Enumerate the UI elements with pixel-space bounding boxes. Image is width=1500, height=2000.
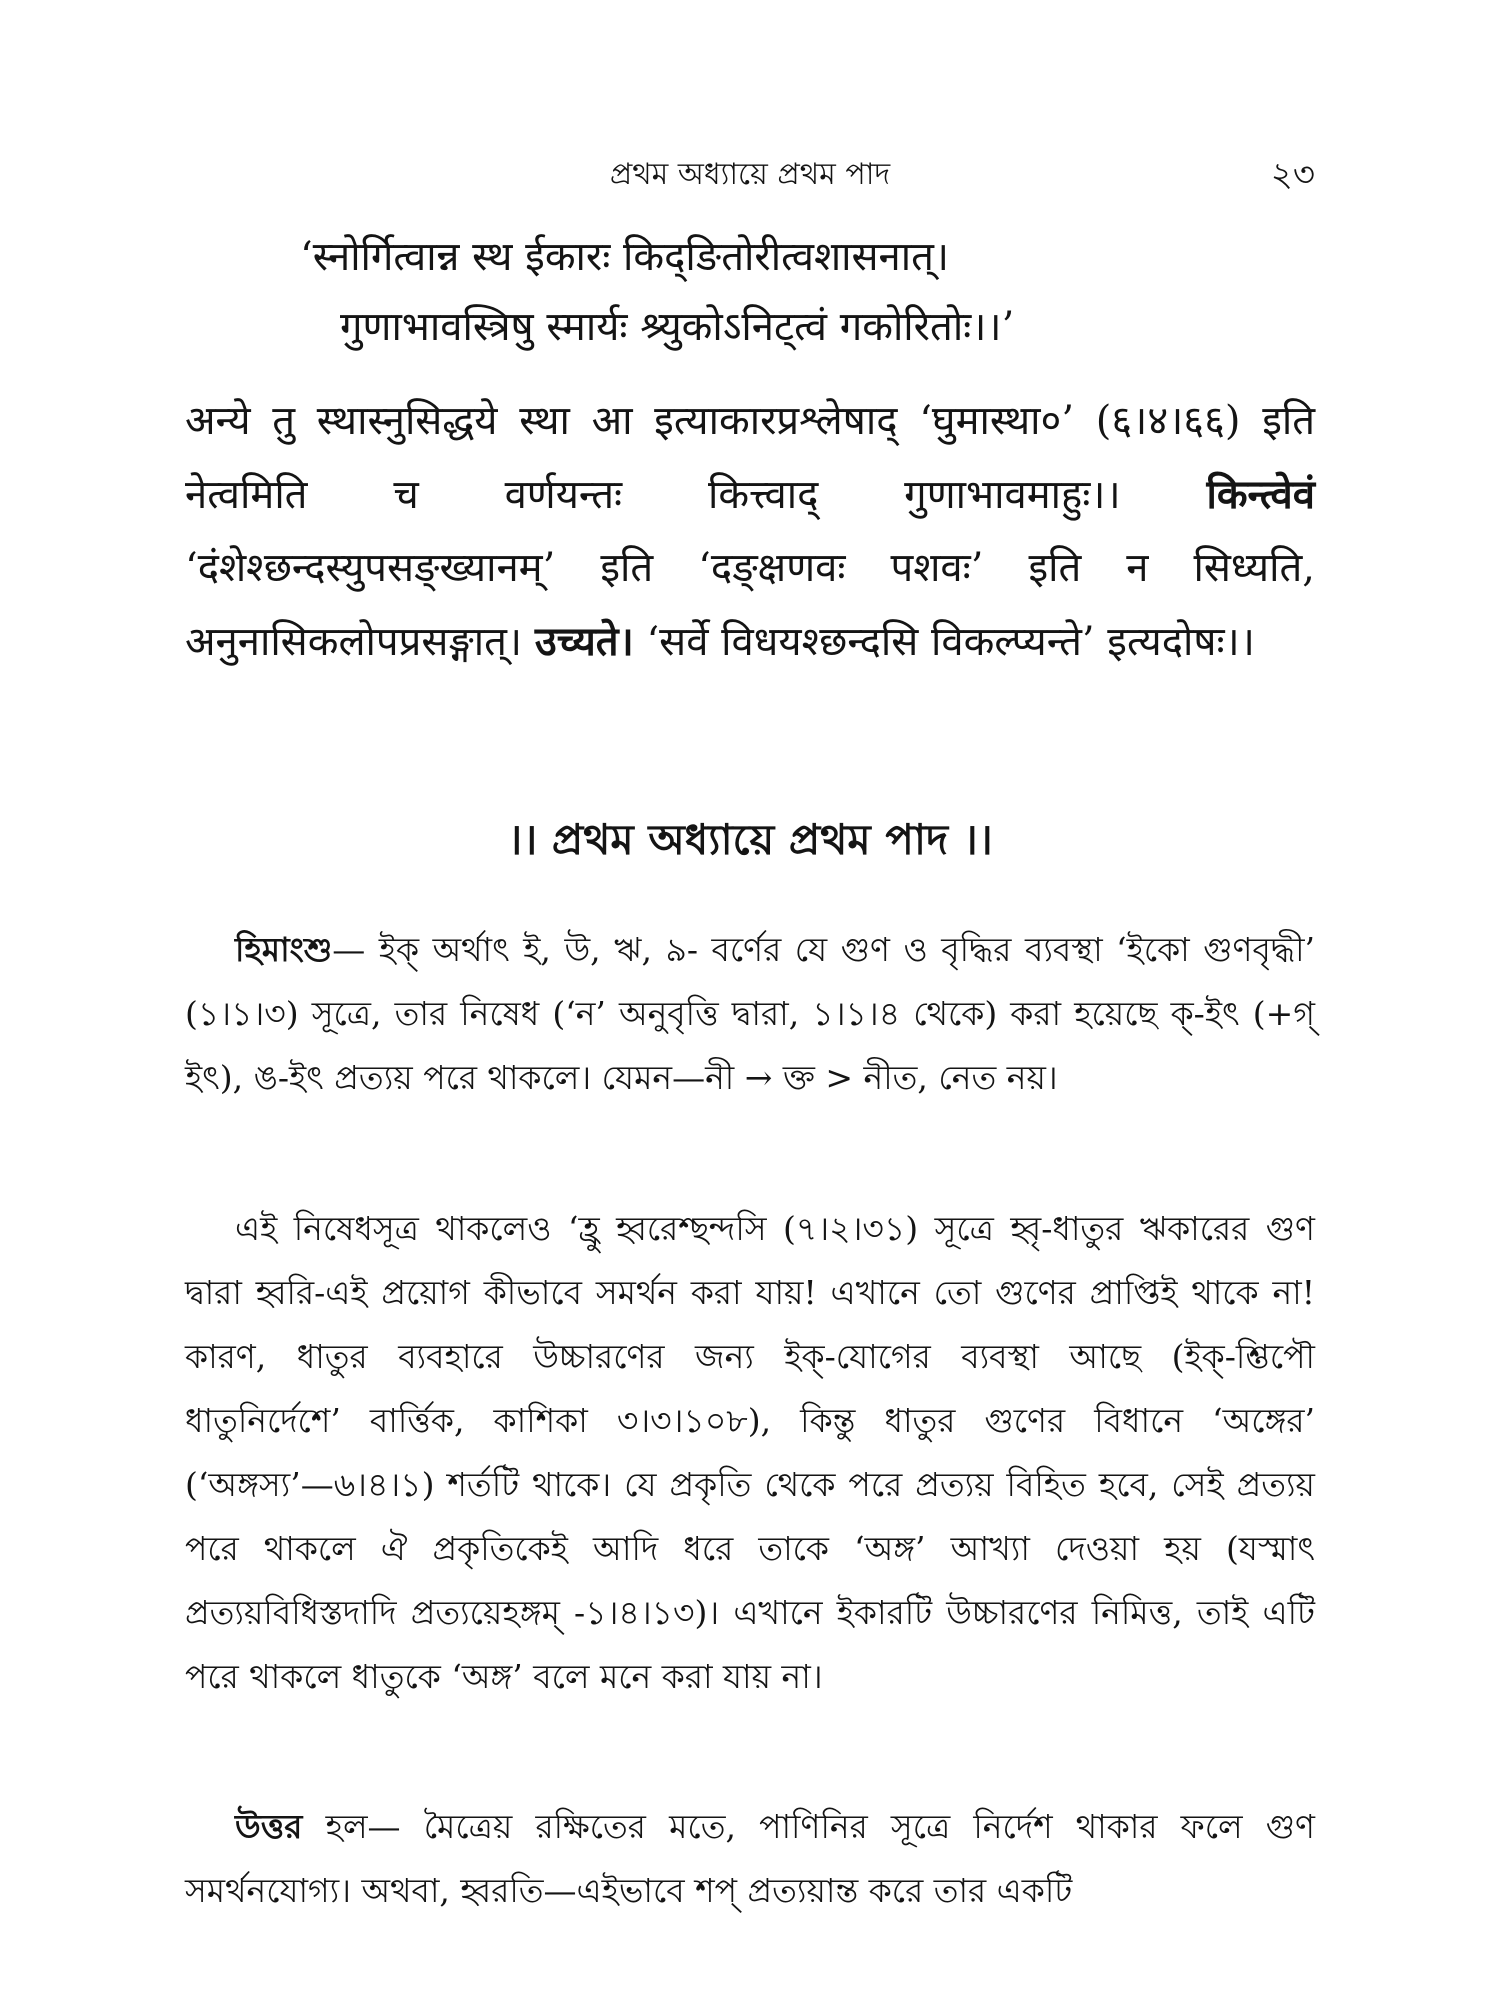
paragraph-1-text: — ইক্ অর্থাৎ ই, উ, ঋ, ৯- বর্ণের যে গুণ ও বৃদ্ধির ব্যবস্থা ‘ইকো গুণবৃদ্ধী’ (১।১।৩) সূত্রে, তার নিষেধ (‘ন’ অনুবৃত্তি দ্বারা, ১।১।৪ থেকে) করা হয়েছে ক্-ইৎ (+গ্ ইৎ), ঙ-ইৎ প্রত্যয় পরে থাকলে। যেমন—নী → ক্ত > নীত, নেত নয়। xyxy=(185,930,1315,1097)
commentary-bold-1: किन्त्वेवं xyxy=(1206,471,1315,518)
bengali-paragraph-3 xyxy=(185,1795,1315,1923)
commentary-bold-2: उच्यते। xyxy=(534,618,634,665)
paragraph-2-text: এই নিষেধসূত্র থাকলেও ‘হ্রু হ্বরেশ্ছন্দসি (৭।২।৩১) সূত্রে হ্বৃ-ধাতুর ঋকারের গুণ দ্বারা হ্বরি-এই প্রয়োগ কীভাবে সমর্থন করা যায়! এখানে তো গুণের প্রাপ্তিই থাকে না! কারণ, ধাতুর ব্যবহারে উচ্চারণের জন্য ইক্-যোগের ব্যবস্থা আছে (ইক্-শ্তিপৌ ধাতুনির্দেশে’ বার্ত্তিক, কাশিকা ৩।৩।১০৮), কিন্তু ধাতুর গুণের বিধানে ‘অঙ্গের’ (‘অঙ্গস্য’—৬।৪।১) শর্তটি থাকে। যে প্রকৃতি থেকে পরে প্রত্যয় বিহিত হবে, সেই প্রত্যয় পরে থাকলে ঐ প্রকৃতিকেই আদি ধরে তাকে ‘অঙ্গ’ আখ্যা দেওয়া হয় (যস্মাৎ প্রত্যয়বিধিস্তদাদি প্রত্যয়েহঙ্গম্ -১।৪।১৩)। এখানে ইকারটি উচ্চারণের নিমিত্ত, তাই এটি পরে থাকলে ধাতুকে ‘অঙ্গ’ বলে মনে করা যায় না। xyxy=(185,1209,1315,1696)
page-header xyxy=(185,150,1315,200)
running-title: প্রথম অধ্যায়ে প্রথম পাদ xyxy=(609,157,891,192)
paragraph-3-text: হল— মৈত্রেয় রক্ষিতের মতে, পাণিনির সূত্রে নির্দেশ থাকার ফলে গুণ সমর্থনযোগ্য। অথবা, হ্বরতি—এইভাবে শপ্ প্রত্যয়ান্ত করে তার একটি xyxy=(185,1807,1315,1910)
commentary-text-1: अन्ये तु स्थास्नुसिद्धये स्था आ इत्याकारप्रश्लेषाद् ‘घुमास्था०’ (६।४।६६) इति नेत्वमिति च वर्णयन्तः कित्त्वाद् गुणाभावमाहुः।। xyxy=(185,398,1315,518)
verse-line-1: ‘स्नोर्गित्वान्न स्थ ईकारः किद्ङितोरीत्वशासनात्। xyxy=(300,234,950,280)
bengali-paragraph-1 xyxy=(185,918,1315,1110)
paragraph-1-speaker: হিমাংশু xyxy=(235,930,333,969)
page-number: ২৩ xyxy=(1270,155,1315,195)
sanskrit-commentary xyxy=(185,385,1315,679)
sanskrit-verse xyxy=(300,222,1300,362)
verse-line-2: गुणाभावस्त्रिषु स्मार्यः श्र्युकोऽनिट्त्वं गकोरितोः।।’ xyxy=(340,304,1015,350)
commentary-text-2: ‘दंशेश्छन्दस्युपसङ्ख्यानम्’ इति ‘दङ्क्षणवः पशवः’ इति न सिध्यति, अनुनासिकलोपप्रसङ्गात्। xyxy=(185,545,1315,665)
paragraph-3-speaker: উত্তর xyxy=(235,1807,303,1846)
bengali-paragraph-2 xyxy=(185,1197,1315,1709)
commentary-text-3: ‘सर्वे विधयश्छन्दसि विकल्प्यन्ते’ इत्यदोषः।। xyxy=(646,619,1255,665)
section-heading: ।। প্রথম অধ্যায়ে প্রথম পাদ ।। xyxy=(507,815,993,864)
